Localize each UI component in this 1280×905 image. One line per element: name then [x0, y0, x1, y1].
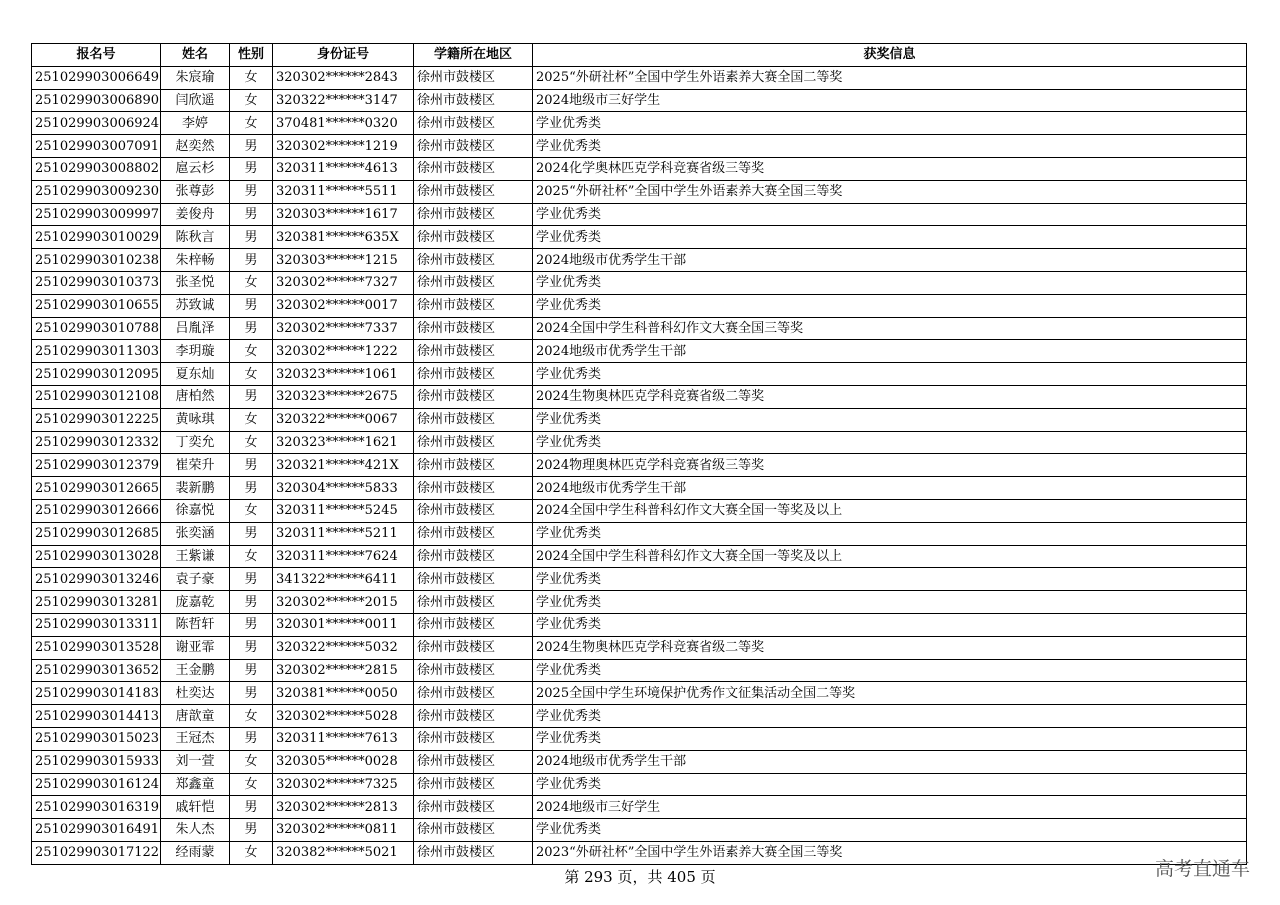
- id-card-cell: 320311******7613: [273, 727, 414, 750]
- award-cell: 学业优秀类: [533, 613, 1247, 636]
- table-row: [32, 408, 1247, 431]
- award-cell: 2024生物奥林匹克学科竞赛省级二等奖: [533, 385, 1247, 408]
- id-card-cell: 320323******1621: [273, 431, 414, 454]
- gender-cell: 女: [230, 499, 273, 522]
- id-card-cell: 320303******1215: [273, 249, 414, 272]
- award-cell: 学业优秀类: [533, 363, 1247, 386]
- registration-id-cell: 251029903012108: [32, 385, 161, 408]
- roster-table: [31, 43, 1247, 865]
- registration-id-cell: 251029903010238: [32, 249, 161, 272]
- region-cell: 徐州市鼓楼区: [414, 89, 533, 112]
- name-cell: 张奕涵: [161, 522, 230, 545]
- registration-id-cell: 251029903006924: [32, 112, 161, 135]
- registration-id-cell: 251029903013652: [32, 659, 161, 682]
- award-cell: 2024地级市三好学生: [533, 796, 1247, 819]
- name-cell: 张尊彭: [161, 180, 230, 203]
- table-row: [32, 841, 1247, 864]
- gender-cell: 男: [230, 819, 273, 842]
- table-row: [32, 499, 1247, 522]
- award-cell: 学业优秀类: [533, 727, 1247, 750]
- registration-id-cell: 251029903010373: [32, 271, 161, 294]
- id-card-cell: 320302******2813: [273, 796, 414, 819]
- registration-id-cell: 251029903014183: [32, 682, 161, 705]
- name-cell: 王金鹏: [161, 659, 230, 682]
- gender-cell: 女: [230, 750, 273, 773]
- award-cell: 学业优秀类: [533, 431, 1247, 454]
- award-cell: 2024地级市三好学生: [533, 89, 1247, 112]
- award-cell: 学业优秀类: [533, 135, 1247, 158]
- region-cell: 徐州市鼓楼区: [414, 66, 533, 89]
- id-card-cell: 320311******4613: [273, 157, 414, 180]
- award-cell: 学业优秀类: [533, 294, 1247, 317]
- region-cell: 徐州市鼓楼区: [414, 682, 533, 705]
- table-row: [32, 340, 1247, 363]
- registration-id-cell: 251029903013311: [32, 613, 161, 636]
- id-card-cell: 320302******1222: [273, 340, 414, 363]
- gender-cell: 女: [230, 66, 273, 89]
- name-cell: 张圣悦: [161, 271, 230, 294]
- name-cell: 戚轩恺: [161, 796, 230, 819]
- table-row: [32, 180, 1247, 203]
- gender-cell: 男: [230, 226, 273, 249]
- name-cell: 谢亚霏: [161, 636, 230, 659]
- registration-id-cell: 251029903012665: [32, 477, 161, 500]
- table-row: [32, 477, 1247, 500]
- region-cell: 徐州市鼓楼区: [414, 249, 533, 272]
- name-cell: 姜俊舟: [161, 203, 230, 226]
- award-cell: 2023“外研社杯”全国中学生外语素养大赛全国三等奖: [533, 841, 1247, 864]
- award-cell: 学业优秀类: [533, 408, 1247, 431]
- table-row: [32, 659, 1247, 682]
- table-row: [32, 568, 1247, 591]
- table-row: [32, 705, 1247, 728]
- award-cell: 2024全国中学生科普科幻作文大赛全国一等奖及以上: [533, 499, 1247, 522]
- name-cell: 夏东灿: [161, 363, 230, 386]
- award-cell: 2025“外研社杯”全国中学生外语素养大赛全国二等奖: [533, 66, 1247, 89]
- table-row: [32, 522, 1247, 545]
- table-row: [32, 796, 1247, 819]
- gender-cell: 女: [230, 773, 273, 796]
- region-cell: 徐州市鼓楼区: [414, 203, 533, 226]
- region-cell: 徐州市鼓楼区: [414, 363, 533, 386]
- name-cell: 经雨蒙: [161, 841, 230, 864]
- table-row: [32, 271, 1247, 294]
- name-cell: 李婷: [161, 112, 230, 135]
- table-row: [32, 317, 1247, 340]
- id-card-cell: 320311******5245: [273, 499, 414, 522]
- name-cell: 王冠杰: [161, 727, 230, 750]
- id-card-cell: 320301******0011: [273, 613, 414, 636]
- header-row: [32, 44, 1247, 67]
- region-cell: 徐州市鼓楼区: [414, 841, 533, 864]
- region-cell: 徐州市鼓楼区: [414, 796, 533, 819]
- id-card-cell: 320311******5211: [273, 522, 414, 545]
- id-card-cell: 320322******3147: [273, 89, 414, 112]
- region-cell: 徐州市鼓楼区: [414, 705, 533, 728]
- name-cell: 李玥璇: [161, 340, 230, 363]
- name-cell: 崔荣升: [161, 454, 230, 477]
- gender-cell: 男: [230, 682, 273, 705]
- gender-cell: 男: [230, 636, 273, 659]
- region-cell: 徐州市鼓楼区: [414, 591, 533, 614]
- name-cell: 唐歆童: [161, 705, 230, 728]
- table-row: [32, 135, 1247, 158]
- table-row: [32, 682, 1247, 705]
- id-card-cell: 320381******0050: [273, 682, 414, 705]
- name-cell: 闫欣遥: [161, 89, 230, 112]
- award-cell: 2024地级市优秀学生干部: [533, 477, 1247, 500]
- registration-id-cell: 251029903013246: [32, 568, 161, 591]
- region-cell: 徐州市鼓楼区: [414, 157, 533, 180]
- id-card-cell: 320322******5032: [273, 636, 414, 659]
- gender-cell: 女: [230, 271, 273, 294]
- gender-cell: 女: [230, 89, 273, 112]
- id-card-cell: 370481******0320: [273, 112, 414, 135]
- name-cell: 扈云杉: [161, 157, 230, 180]
- award-cell: 2025全国中学生环境保护优秀作文征集活动全国二等奖: [533, 682, 1247, 705]
- gender-cell: 男: [230, 659, 273, 682]
- id-card-cell: 320302******5028: [273, 705, 414, 728]
- gender-cell: 女: [230, 431, 273, 454]
- table-row: [32, 591, 1247, 614]
- id-card-cell: 320311******7624: [273, 545, 414, 568]
- id-card-cell: 320303******1617: [273, 203, 414, 226]
- name-cell: 丁奕允: [161, 431, 230, 454]
- name-cell: 庞嘉乾: [161, 591, 230, 614]
- registration-id-cell: 251029903007091: [32, 135, 161, 158]
- gender-cell: 男: [230, 796, 273, 819]
- watermark: 高考直通车: [1154, 858, 1250, 880]
- name-cell: 陈哲轩: [161, 613, 230, 636]
- award-cell: 学业优秀类: [533, 226, 1247, 249]
- id-card-cell: 320382******5021: [273, 841, 414, 864]
- award-cell: 学业优秀类: [533, 819, 1247, 842]
- gender-cell: 女: [230, 340, 273, 363]
- id-card-cell: 320302******0811: [273, 819, 414, 842]
- gender-cell: 男: [230, 568, 273, 591]
- registration-id-cell: 251029903016319: [32, 796, 161, 819]
- registration-id-cell: 251029903009230: [32, 180, 161, 203]
- award-cell: 学业优秀类: [533, 568, 1247, 591]
- header-region: 学籍所在地区: [414, 44, 533, 67]
- award-cell: 学业优秀类: [533, 705, 1247, 728]
- registration-id-cell: 251029903012332: [32, 431, 161, 454]
- id-card-cell: 320381******635X: [273, 226, 414, 249]
- region-cell: 徐州市鼓楼区: [414, 408, 533, 431]
- gender-cell: 男: [230, 727, 273, 750]
- region-cell: 徐州市鼓楼区: [414, 454, 533, 477]
- gender-cell: 女: [230, 841, 273, 864]
- award-cell: 2024地级市优秀学生干部: [533, 249, 1247, 272]
- gender-cell: 女: [230, 112, 273, 135]
- id-card-cell: 320305******0028: [273, 750, 414, 773]
- id-card-cell: 320302******2015: [273, 591, 414, 614]
- name-cell: 唐柏然: [161, 385, 230, 408]
- id-card-cell: 320302******7325: [273, 773, 414, 796]
- award-cell: 学业优秀类: [533, 112, 1247, 135]
- name-cell: 刘一萱: [161, 750, 230, 773]
- name-cell: 苏致诚: [161, 294, 230, 317]
- gender-cell: 男: [230, 385, 273, 408]
- id-card-cell: 320302******7327: [273, 271, 414, 294]
- registration-id-cell: 251029903013528: [32, 636, 161, 659]
- gender-cell: 男: [230, 613, 273, 636]
- registration-id-cell: 251029903014413: [32, 705, 161, 728]
- gender-cell: 女: [230, 545, 273, 568]
- table-row: [32, 773, 1247, 796]
- header-registration-id: 报名号: [32, 44, 161, 67]
- id-card-cell: 320302******2815: [273, 659, 414, 682]
- id-card-cell: 320302******1219: [273, 135, 414, 158]
- name-cell: 裴新鹏: [161, 477, 230, 500]
- header-gender: 性别: [230, 44, 273, 67]
- region-cell: 徐州市鼓楼区: [414, 477, 533, 500]
- region-cell: 徐州市鼓楼区: [414, 613, 533, 636]
- table-row: [32, 431, 1247, 454]
- table-row: [32, 66, 1247, 89]
- id-card-cell: 320302******0017: [273, 294, 414, 317]
- registration-id-cell: 251029903012666: [32, 499, 161, 522]
- gender-cell: 男: [230, 294, 273, 317]
- table-body: [32, 66, 1247, 864]
- registration-id-cell: 251029903012379: [32, 454, 161, 477]
- award-cell: 2024地级市优秀学生干部: [533, 750, 1247, 773]
- name-cell: 朱梓畅: [161, 249, 230, 272]
- gender-cell: 男: [230, 203, 273, 226]
- table-row: [32, 613, 1247, 636]
- region-cell: 徐州市鼓楼区: [414, 659, 533, 682]
- registration-id-cell: 251029903010029: [32, 226, 161, 249]
- registration-id-cell: 251029903012225: [32, 408, 161, 431]
- table-row: [32, 636, 1247, 659]
- name-cell: 陈秋言: [161, 226, 230, 249]
- region-cell: 徐州市鼓楼区: [414, 294, 533, 317]
- region-cell: 徐州市鼓楼区: [414, 499, 533, 522]
- award-cell: 学业优秀类: [533, 203, 1247, 226]
- name-cell: 朱人杰: [161, 819, 230, 842]
- region-cell: 徐州市鼓楼区: [414, 431, 533, 454]
- gender-cell: 女: [230, 363, 273, 386]
- id-card-cell: 320323******2675: [273, 385, 414, 408]
- table-row: [32, 112, 1247, 135]
- table-row: [32, 385, 1247, 408]
- header-award: 获奖信息: [533, 44, 1247, 67]
- region-cell: 徐州市鼓楼区: [414, 750, 533, 773]
- id-card-cell: 320302******2843: [273, 66, 414, 89]
- table-row: [32, 819, 1247, 842]
- region-cell: 徐州市鼓楼区: [414, 271, 533, 294]
- award-cell: 学业优秀类: [533, 659, 1247, 682]
- table-row: [32, 249, 1247, 272]
- registration-id-cell: 251029903015933: [32, 750, 161, 773]
- region-cell: 徐州市鼓楼区: [414, 385, 533, 408]
- registration-id-cell: 251029903013281: [32, 591, 161, 614]
- name-cell: 徐嘉悦: [161, 499, 230, 522]
- award-cell: 2024地级市优秀学生干部: [533, 340, 1247, 363]
- name-cell: 杜奕达: [161, 682, 230, 705]
- region-cell: 徐州市鼓楼区: [414, 545, 533, 568]
- registration-id-cell: 251029903017122: [32, 841, 161, 864]
- gender-cell: 男: [230, 591, 273, 614]
- award-cell: 学业优秀类: [533, 773, 1247, 796]
- name-cell: 朱宸瑜: [161, 66, 230, 89]
- registration-id-cell: 251029903012685: [32, 522, 161, 545]
- name-cell: 吕胤泽: [161, 317, 230, 340]
- region-cell: 徐州市鼓楼区: [414, 568, 533, 591]
- region-cell: 徐州市鼓楼区: [414, 180, 533, 203]
- award-cell: 2024生物奥林匹克学科竞赛省级二等奖: [533, 636, 1247, 659]
- name-cell: 赵奕然: [161, 135, 230, 158]
- gender-cell: 男: [230, 477, 273, 500]
- table-row: [32, 226, 1247, 249]
- header-name: 姓名: [161, 44, 230, 67]
- gender-cell: 男: [230, 522, 273, 545]
- gender-cell: 男: [230, 157, 273, 180]
- table-row: [32, 157, 1247, 180]
- region-cell: 徐州市鼓楼区: [414, 135, 533, 158]
- region-cell: 徐州市鼓楼区: [414, 773, 533, 796]
- gender-cell: 男: [230, 249, 273, 272]
- gender-cell: 男: [230, 454, 273, 477]
- page-number: 第 293 页，共 405 页: [564, 868, 716, 886]
- header-id-card: 身份证号: [273, 44, 414, 67]
- table-row: [32, 545, 1247, 568]
- registration-id-cell: 251029903008802: [32, 157, 161, 180]
- region-cell: 徐州市鼓楼区: [414, 819, 533, 842]
- registration-id-cell: 251029903010655: [32, 294, 161, 317]
- award-cell: 2024全国中学生科普科幻作文大赛全国一等奖及以上: [533, 545, 1247, 568]
- region-cell: 徐州市鼓楼区: [414, 340, 533, 363]
- award-cell: 学业优秀类: [533, 591, 1247, 614]
- registration-id-cell: 251029903013028: [32, 545, 161, 568]
- id-card-cell: 320322******0067: [273, 408, 414, 431]
- region-cell: 徐州市鼓楼区: [414, 226, 533, 249]
- registration-id-cell: 251029903006890: [32, 89, 161, 112]
- region-cell: 徐州市鼓楼区: [414, 727, 533, 750]
- table-row: [32, 203, 1247, 226]
- table-row: [32, 727, 1247, 750]
- registration-id-cell: 251029903016124: [32, 773, 161, 796]
- award-cell: 学业优秀类: [533, 271, 1247, 294]
- gender-cell: 女: [230, 408, 273, 431]
- table-row: [32, 89, 1247, 112]
- region-cell: 徐州市鼓楼区: [414, 112, 533, 135]
- name-cell: 王紫谦: [161, 545, 230, 568]
- region-cell: 徐州市鼓楼区: [414, 636, 533, 659]
- registration-id-cell: 251029903009997: [32, 203, 161, 226]
- gender-cell: 女: [230, 705, 273, 728]
- award-cell: 2024全国中学生科普科幻作文大赛全国三等奖: [533, 317, 1247, 340]
- region-cell: 徐州市鼓楼区: [414, 317, 533, 340]
- registration-id-cell: 251029903010788: [32, 317, 161, 340]
- id-card-cell: 320311******5511: [273, 180, 414, 203]
- award-cell: 2025“外研社杯”全国中学生外语素养大赛全国三等奖: [533, 180, 1247, 203]
- id-card-cell: 320321******421X: [273, 454, 414, 477]
- registration-id-cell: 251029903012095: [32, 363, 161, 386]
- table-row: [32, 363, 1247, 386]
- name-cell: 袁子豪: [161, 568, 230, 591]
- registration-id-cell: 251029903015023: [32, 727, 161, 750]
- registration-id-cell: 251029903016491: [32, 819, 161, 842]
- registration-id-cell: 251029903011303: [32, 340, 161, 363]
- id-card-cell: 341322******6411: [273, 568, 414, 591]
- table-row: [32, 454, 1247, 477]
- gender-cell: 男: [230, 135, 273, 158]
- award-cell: 学业优秀类: [533, 522, 1247, 545]
- id-card-cell: 320302******7337: [273, 317, 414, 340]
- id-card-cell: 320323******1061: [273, 363, 414, 386]
- registration-id-cell: 251029903006649: [32, 66, 161, 89]
- table-row: [32, 750, 1247, 773]
- name-cell: 郑鑫童: [161, 773, 230, 796]
- award-cell: 2024物理奥林匹克学科竞赛省级三等奖: [533, 454, 1247, 477]
- region-cell: 徐州市鼓楼区: [414, 522, 533, 545]
- name-cell: 黄咏琪: [161, 408, 230, 431]
- id-card-cell: 320304******5833: [273, 477, 414, 500]
- gender-cell: 男: [230, 180, 273, 203]
- gender-cell: 男: [230, 317, 273, 340]
- table-row: [32, 294, 1247, 317]
- award-cell: 2024化学奥林匹克学科竞赛省级三等奖: [533, 157, 1247, 180]
